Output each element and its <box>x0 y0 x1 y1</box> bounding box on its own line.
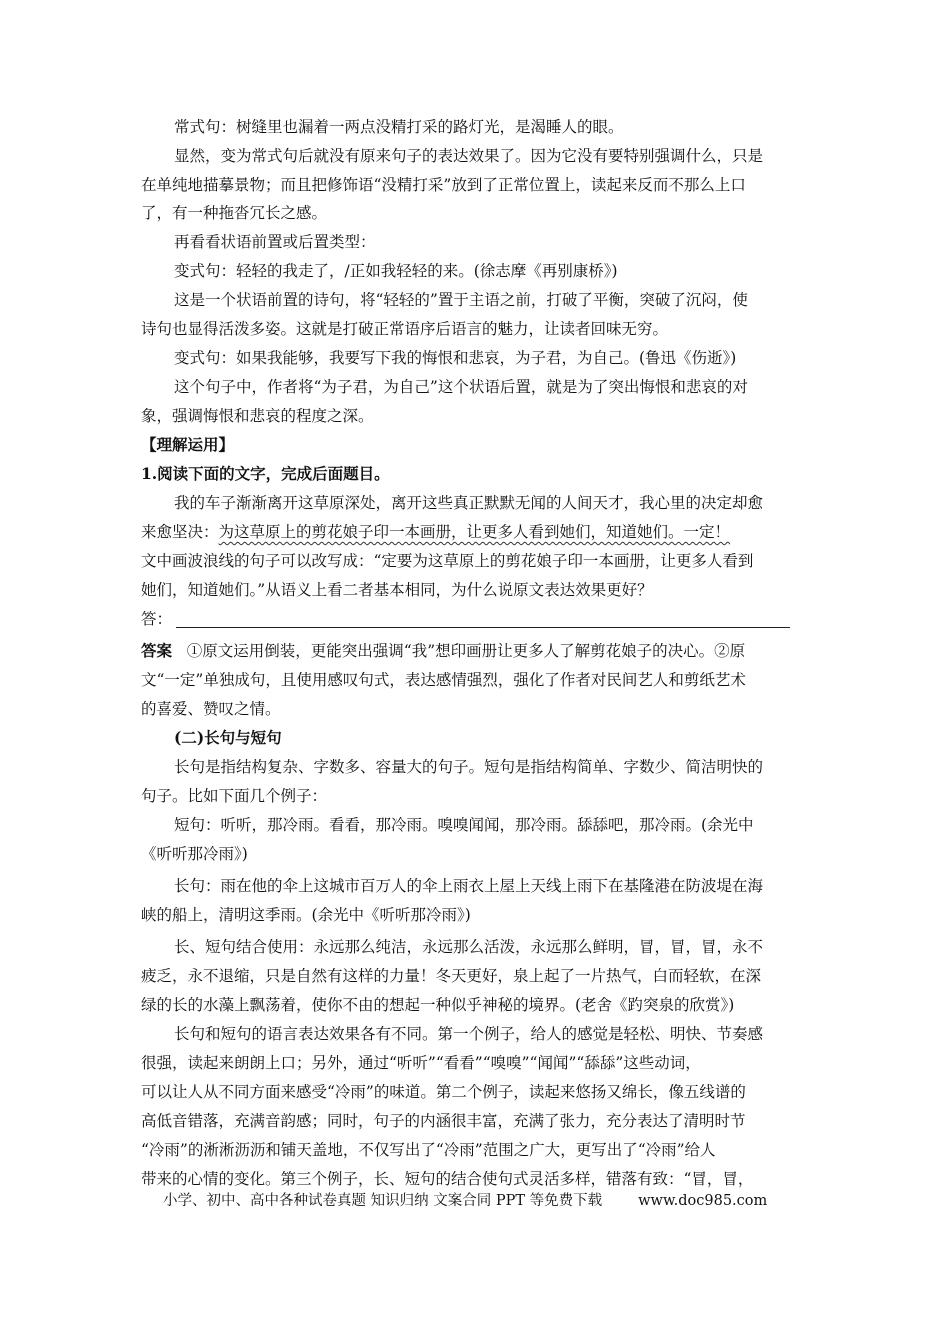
section-heading: 【理解运用】 <box>141 435 235 454</box>
paragraph-line: 可以让人从不同方面来感受“冷雨”的味道。第二个例子，读起来悠扬又绵长，像五线谱的 <box>141 1083 746 1101</box>
paragraph-line: 长句是指结构复杂、字数多、容量大的句子。短句是指结构简单、字数少、简洁明快的 <box>174 758 764 776</box>
paragraph-line: 了，有一种拖沓冗长之感。 <box>141 204 328 222</box>
paragraph-line: 在单纯地描摹景物；而且把修饰语“没精打采”放到了正常位置上，读起来反而不那么上口 <box>141 176 746 194</box>
paragraph-line: 这个句子中，作者将“为子君，为自己”这个状语后置，就是为了突出悔恨和悲哀的对 <box>174 378 748 396</box>
example-sentence: 变式句：轻轻的我走了，/正如我轻轻的来。(徐志摩《再别康桥》) <box>174 262 618 280</box>
paragraph-line: 常式句：树缝里也漏着一两点没精打采的路灯光，是渴睡人的眼。 <box>174 118 624 136</box>
paragraph-line: 带来的心情的变化。第三个例子，长、短句的结合使句式灵活多样，错落有致：“冒，冒， <box>141 1170 754 1188</box>
paragraph-line: 显然，变为常式句后就没有原来句子的表达效果了。因为它没有要特别强调什么，只是 <box>174 147 764 165</box>
question-title: 1.阅读下面的文字，完成后面题目。 <box>141 464 390 483</box>
footer-website-link[interactable]: www.doc985.com <box>638 1193 768 1209</box>
paragraph-line: 句子。比如下面几个例子： <box>141 787 328 805</box>
example-sentence: 短句：听听，那冷雨。看看，那冷雨。嗅嗅闻闻，那冷雨。舔舔吧，那冷雨。(余光中 <box>174 816 754 834</box>
answer-key-text: ①原文运用倒装，更能突出强调“我”想印画册让更多人了解剪花娘子的决心。②原 <box>186 642 746 660</box>
example-sentence: 疲乏，永不退缩，只是自然有这样的力量！冬天更好，泉上起了一片热气，白而轻软，在深 <box>141 967 762 985</box>
paragraph-line: 象，强调悔恨和悲哀的程度之深。 <box>141 407 374 425</box>
wavy-underlined-sentence: 为这草原上的剪花娘子印一本画册，让更多人看到她们，知道她们。一定！ <box>218 523 731 541</box>
paragraph-line: 长句和短句的语言表达效果各有不同。第一个例子，给人的感觉是轻松、明快、节奏感 <box>174 1025 764 1043</box>
example-sentence: 绿的长的水藻上飘荡着，使你不由的想起一种似乎神秘的境界。(老舍《趵突泉的欣赏》) <box>141 996 735 1014</box>
paragraph-line: 诗句也显得活泼多姿。这就是打破正常语序后语言的魅力，让读者回味无穷。 <box>141 320 669 338</box>
example-sentence: 峡的船上，清明这季雨。(余光中《听听那冷雨》) <box>141 906 471 924</box>
example-sentence: 长、短句结合使用：永远那么纯洁，永远那么活泼，永远那么鲜明，冒，冒，冒，永不 <box>174 938 764 956</box>
passage-text: 来愈坚决： <box>141 523 219 541</box>
answer-text-line: 文“一定”单独成句，且使用感叹句式，表达感情强烈，强化了作者对民间艺人和剪纸艺术 <box>141 671 746 689</box>
question-line: 她们，知道她们。”从语义上看二者基本相同，为什么说原文表达效果更好？ <box>141 581 653 599</box>
answer-line <box>141 608 790 630</box>
page-footer <box>163 1189 767 1210</box>
question-line: 文中画波浪线的句子可以改写成：“定要为这草原上的剪花娘子印一本画册，让更多人看到 <box>141 552 754 570</box>
answer-text-line <box>141 640 745 662</box>
footer-text: 小学、初中、高中各种试卷真题 知识归纳 文案合同 PPT 等免费下载 <box>163 1193 603 1209</box>
example-sentence: 长句：雨在他的伞上这城市百万人的伞上雨衣上屋上天线上雨下在基隆港在防波堤在海 <box>174 877 764 895</box>
example-sentence: 变式句：如果我能够，我要写下我的悔恨和悲哀，为子君，为自己。(鲁迅《伤逝》) <box>174 349 737 367</box>
paragraph-line: 高低音错落，充满音韵感；同时，句子的内涵很丰富，充满了张力，充分表达了清明时节 <box>141 1112 746 1130</box>
answer-text-line: 的喜爱、赞叹之情。 <box>141 700 281 718</box>
reading-passage-line: 我的车子渐渐离开这草原深处，离开这些真正默默无闻的人间天才，我心里的决定却愈 <box>174 494 764 512</box>
paragraph-line: 很强，读起来朗朗上口；另外，通过“听听”“看看”“嗅嗅”“闻闻”“舔舔”这些动词， <box>141 1054 701 1072</box>
paragraph-line: “冷雨”的淅淅沥沥和铺天盖地，不仅写出了“冷雨”范围之广大，更写出了“冷雨”给人 <box>141 1141 716 1159</box>
paragraph-line: 这是一个状语前置的诗句，将“轻轻的”置于主语之前，打破了平衡，突破了沉闷，使 <box>174 291 748 309</box>
example-sentence: 《听听那冷雨》) <box>141 845 248 863</box>
answer-key-label: 答案 <box>141 641 173 660</box>
answer-label: 答： <box>141 610 173 628</box>
answer-blank <box>176 612 790 628</box>
subsection-heading: (二)长句与短句 <box>174 728 282 747</box>
paragraph-line: 再看看状语前置或后置类型： <box>174 233 376 251</box>
reading-passage-line <box>141 521 730 543</box>
